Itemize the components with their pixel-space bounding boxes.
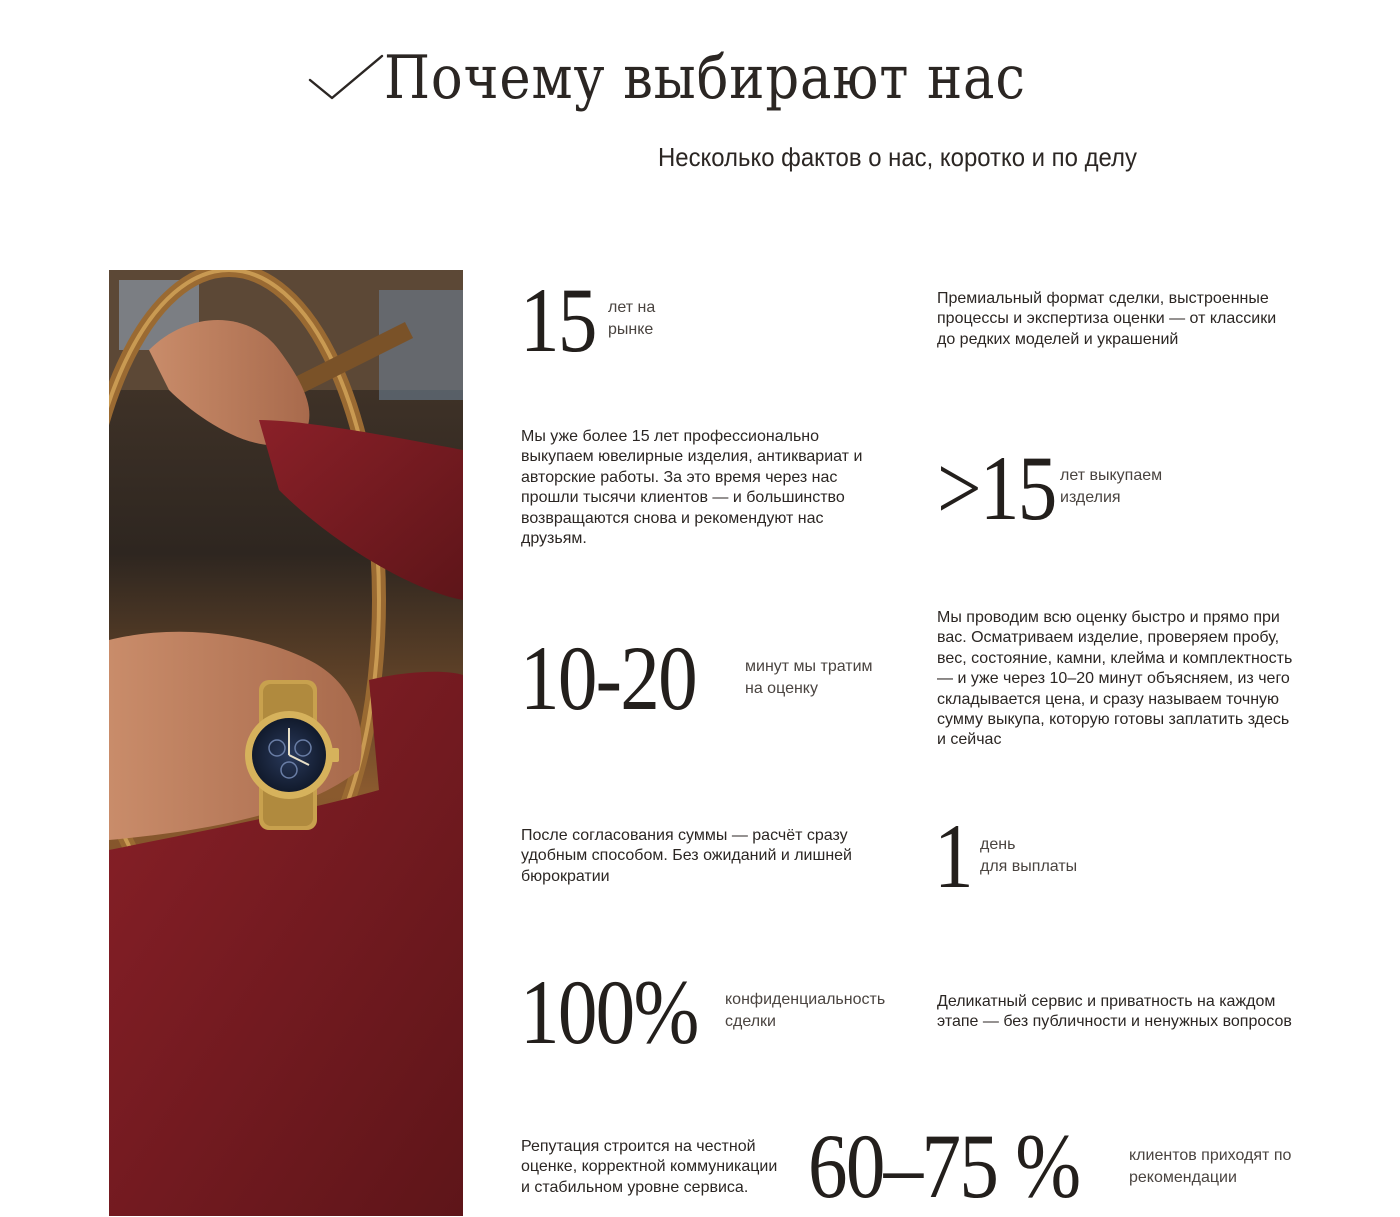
stat-years-caption-line1: лет на — [608, 299, 656, 316]
stat-referral-caption-line1: клиентов приходят по — [1129, 1147, 1292, 1164]
stat-buying-caption-line1: лет выкупаем — [1060, 467, 1163, 484]
payment-text: После согласования суммы — расчёт сразу удобным способом. Без ожиданий и лишней бюрократии — [521, 827, 852, 885]
experience-text: Мы уже более 15 лет профессионально выкупаем ювелирные изделия, антиквариат и авторские работы. За это время через нас прошли тысячи клиентов — и большинство возвращаются снова и рекомендуют нас друзьям. — [521, 428, 863, 548]
stat-day-caption-line2: для выплаты — [980, 858, 1078, 875]
stat-years-number: 15 — [520, 269, 596, 371]
hero-photo — [109, 270, 463, 1216]
stat-privacy-number: 100% — [520, 961, 698, 1063]
stat-referral-number: 60–75 % — [808, 1115, 1080, 1217]
stat-privacy-caption-line1: конфиденциальность — [725, 991, 886, 1008]
page-subtitle: Несколько фактов о нас, коротко и по делу — [658, 142, 1137, 172]
stat-years-caption-line2: рынке — [608, 321, 654, 338]
premium-text: Премиальный формат сделки, выстроенные процессы и экспертиза оценки — от классики до редких моделей и украшений — [937, 290, 1277, 348]
page-title: Почему выбирают нас — [384, 43, 1026, 113]
reputation-text: Репутация строится на честной оценке, корректной коммуникации и стабильном уровне сервиса. — [521, 1138, 778, 1196]
stat-minutes-number: 10-20 — [520, 627, 696, 729]
privacy-text: Деликатный сервис и приватность на каждом этапе — без публичности и ненужных вопросов — [937, 993, 1292, 1031]
stat-buying-caption-line2: изделия — [1060, 489, 1121, 506]
stat-buying-number: >15 — [937, 437, 1056, 539]
checkmark-icon — [308, 52, 384, 104]
stat-privacy-caption-line2: сделки — [725, 1013, 776, 1030]
stat-minutes-caption-line2: на оценку — [745, 680, 818, 697]
watch-steering-wheel-illustration — [109, 270, 463, 1216]
stat-day-caption-line1: день — [980, 836, 1016, 853]
stat-day-number: 1 — [934, 805, 972, 907]
appraisal-text: Мы проводим всю оценку быстро и прямо при вас. Осматриваем изделие, проверяем пробу, вес, состояние, камни, клейма и комплектность — и уже через 10–20 минут объясняем, из чего складывается цена, и сразу называем точную сумму выкупа, которую готовы заплатить здесь и сейчас — [937, 609, 1293, 749]
stat-referral-caption-line2: рекомендации — [1129, 1169, 1237, 1186]
stat-minutes-caption-line1: минут мы тратим — [745, 658, 873, 675]
